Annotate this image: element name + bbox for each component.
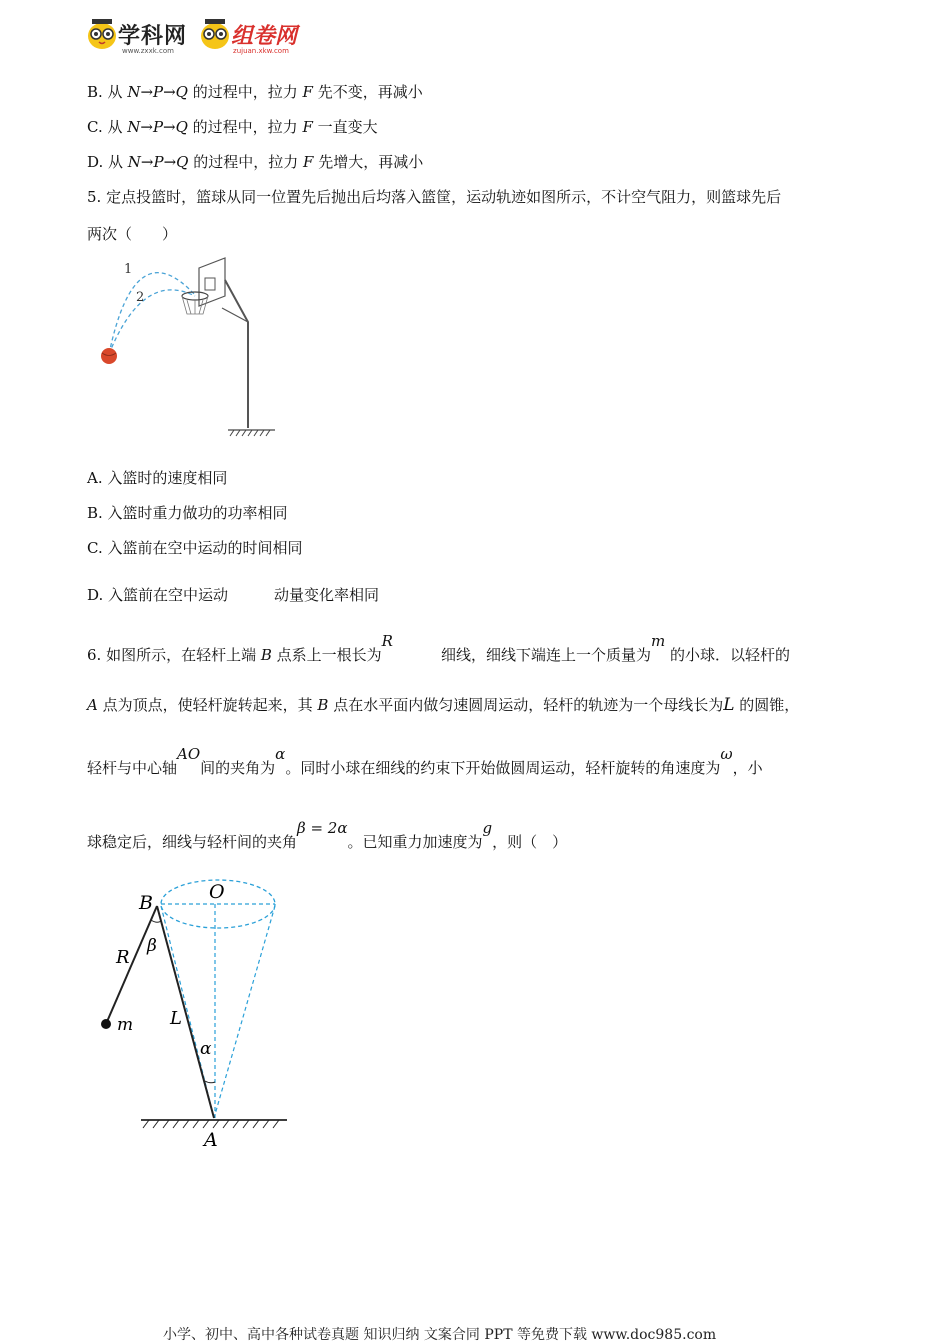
pole xyxy=(225,280,248,428)
trajectory-1 xyxy=(109,273,195,354)
q6-stem-line4: 球稳定后，细线与轻杆间的夹角β = 2α。已知重力加速度为g，则（ ） xyxy=(87,819,568,851)
label-1: 1 xyxy=(124,262,133,277)
fig-label-A: A xyxy=(204,1129,218,1151)
fig-label-L: L xyxy=(170,1008,182,1029)
q6-stem-line1: 6. 如图所示，在轻杆上端 B 点系上一根长为R细线，细线下端连上一个质量为m 的小球．以轻杆的 xyxy=(87,632,790,664)
q5-option-c[interactable]: C. 入篮前在空中运动的时间相同 xyxy=(87,539,303,557)
q5-stem-line2: 两次（ ） xyxy=(87,225,178,243)
header-logos xyxy=(86,14,297,54)
logo1-url: www.zxxk.com xyxy=(122,47,174,55)
xuekewang-logo[interactable] xyxy=(86,17,188,55)
owl-mascot-icon xyxy=(199,17,231,51)
zujuanwang-logo[interactable] xyxy=(199,17,298,55)
cone-figure xyxy=(95,872,310,1157)
fig-label-m: m xyxy=(117,1015,134,1035)
q5-option-a[interactable]: A. 入篮时的速度相同 xyxy=(87,469,228,487)
fig-label-beta: β xyxy=(147,936,157,956)
label-2: 2 xyxy=(136,290,145,305)
logo1-text: 学科网 xyxy=(118,23,188,49)
rod-AB xyxy=(157,906,214,1118)
q5-option-d[interactable]: D. 入篮前在空中运动 动量变化率相同 xyxy=(87,586,380,604)
string-R xyxy=(106,906,157,1024)
owl-mascot-icon xyxy=(86,17,118,51)
basketball xyxy=(101,348,117,364)
fig-label-O: O xyxy=(209,881,225,903)
q4-option-d[interactable]: D. 从 N→P→Q 的过程中，拉力 F 先增大，再减小 xyxy=(87,153,424,171)
logo2-url: zujuan.xkw.com xyxy=(233,47,289,55)
basketball-figure xyxy=(95,250,285,440)
ball-m xyxy=(101,1019,111,1029)
q6-stem-line3: 轻杆与中心轴AO间的夹角为α。同时小球在细线的约束下开始做圆周运动，轻杆旋转的角速度为ω，小 xyxy=(87,745,763,777)
q6-stem-line2: A 点为顶点，使轻杆旋转起来，其 B 点在水平面内做匀速圆周运动，轻杆的轨迹为一个母线长为L 的圆锥， xyxy=(87,695,800,715)
q4-option-b[interactable]: B. 从 N→P→Q 的过程中，拉力 F 先不变，再减小 xyxy=(87,83,423,101)
logo2-text: 组卷网 xyxy=(231,23,298,49)
q5-option-b[interactable]: B. 入篮时重力做功的功率相同 xyxy=(87,504,288,522)
fig-label-B: B xyxy=(139,892,153,914)
fig-label-alpha: α xyxy=(200,1039,212,1059)
q4-option-c[interactable]: C. 从 N→P→Q 的过程中，拉力 F 一直变大 xyxy=(87,118,378,136)
trajectory-2 xyxy=(109,290,195,354)
fig-label-R: R xyxy=(116,947,130,968)
q5-stem-line1: 5. 定点投篮时，篮球从同一位置先后抛出后均落入篮筐，运动轨迹如图所示，不计空气阻力，则篮球先后 xyxy=(87,188,782,206)
footer-ad[interactable]: 小学、初中、高中各种试卷真题 知识归纳 文案合同 PPT 等免费下载 www.doc985.com xyxy=(163,1327,717,1343)
